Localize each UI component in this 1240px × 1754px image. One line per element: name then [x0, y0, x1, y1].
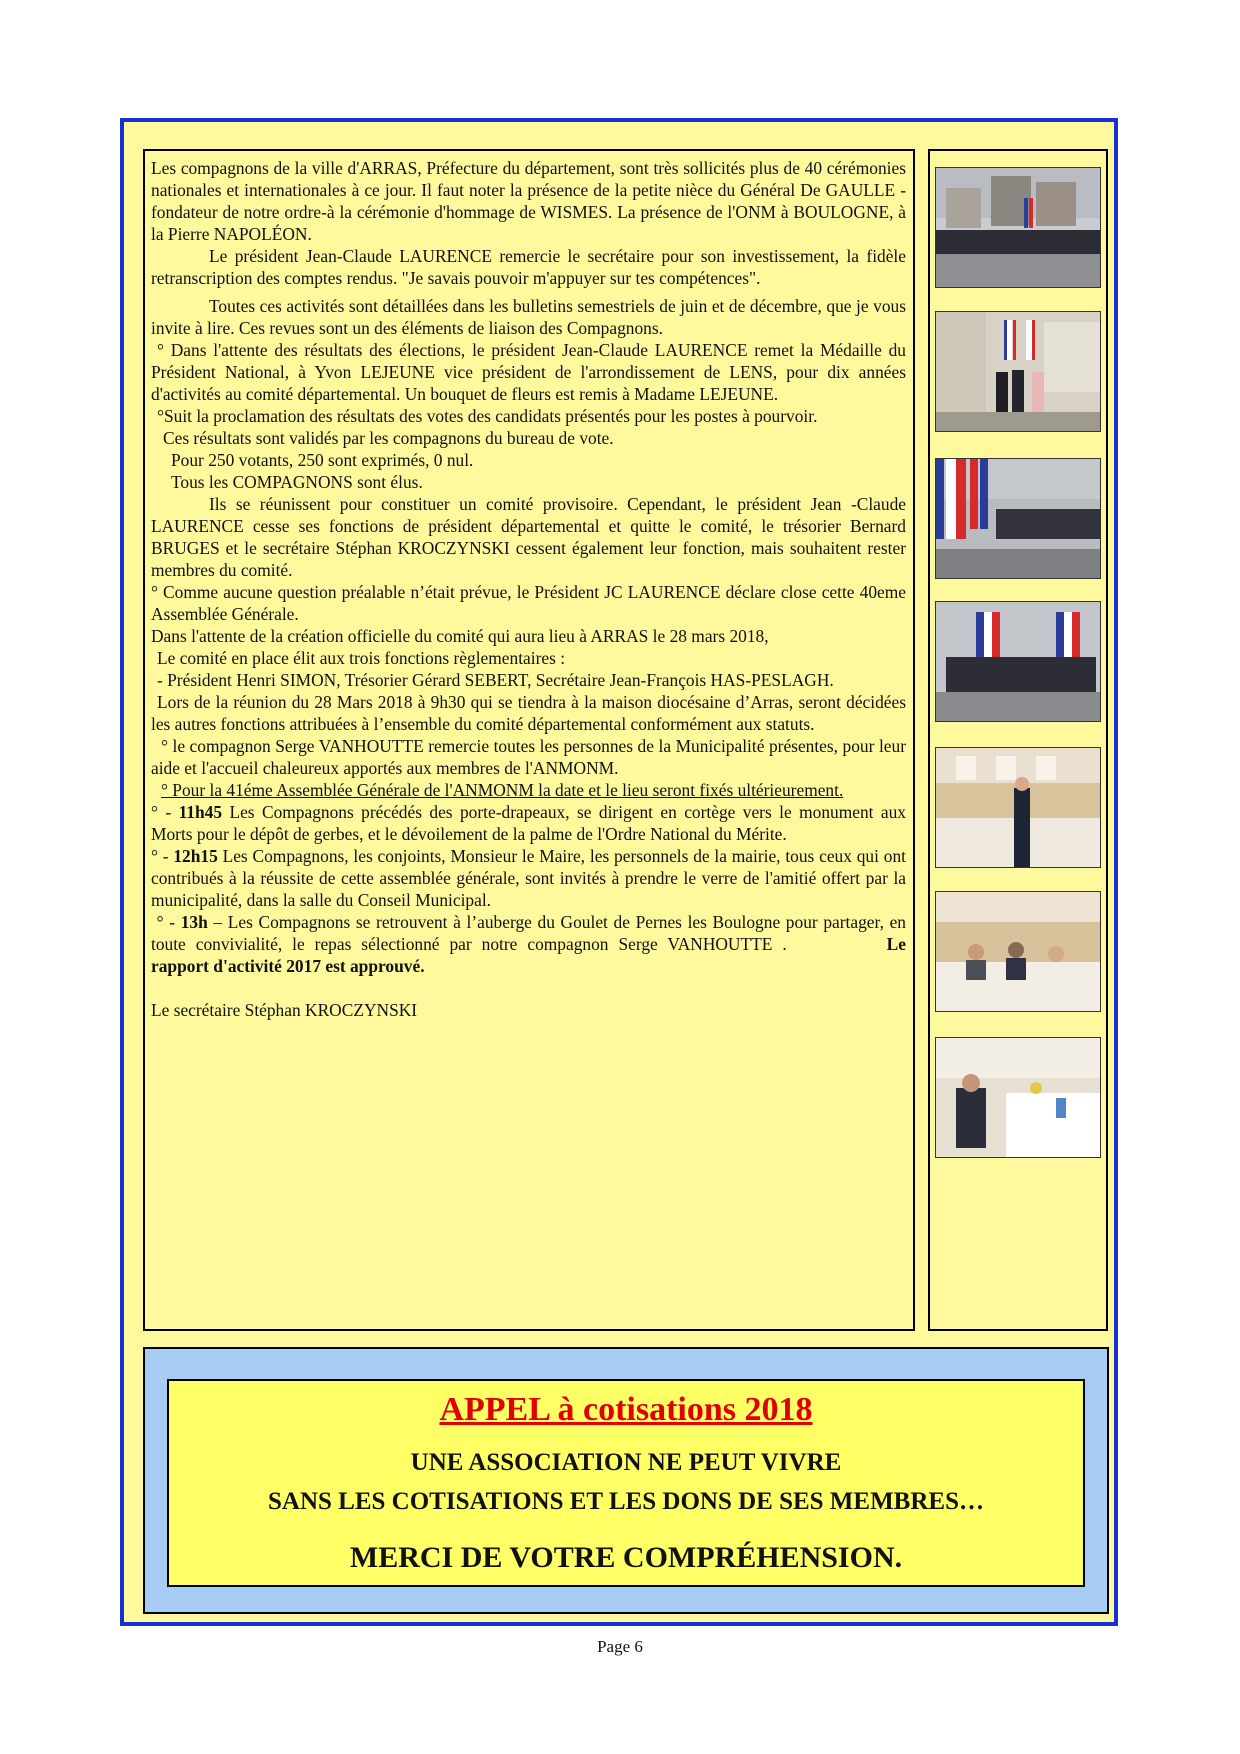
photo-column [928, 149, 1108, 1331]
paragraph-creation: Dans l'attente de la création officielle du comité qui aura lieu à ARRAS le 28 mars 2018, [151, 626, 769, 646]
monument-flags-photo [935, 311, 1101, 432]
banner-inner [167, 1379, 1085, 1587]
ceremony-crowd-photo [935, 167, 1101, 288]
paragraph-arras: Les compagnons de la ville d'ARRAS, Préfecture du département, sont très sollicités plus de 40 cérémonies nationales et internationales à ce jour. Il faut noter la présence de la petite nièce du Général De GAULLE -fondateur de notre ordre-à la cérémonie d'hommage de WISMES. La présence de l'ONM à BOULOGNE, à la Pierre NAPOLÉON. [151, 158, 906, 244]
schedule-item-1145: ° - 11h45 Les Compagnons précédés des porte-drapeaux, se dirigent en cortège vers le monument aux Morts pour le dépôt de gerbes, et le dévoilement de la palme de l'Ordre National du Mérite. [151, 802, 906, 844]
paragraph-provisional-committee: Ils se réunissent pour constituer un comité provisoire. Cependant, le président Jean -Claude LAURENCE cesse ses fonctions de président départemental et quitte le comité, le trésorier Bernard BRUGES et le secrétaire Stéphan KROCZYNSKI cessent également leur fonction, mais souhaitent rester membres du comité. [151, 494, 906, 580]
banner-line-3: MERCI DE VOTRE COMPRÉHENSION. [349, 1541, 903, 1574]
paragraph-bulletins: Toutes ces activités sont détaillées dans les bulletins semestriels de juin et de décembre, que je vous invite à lire. Ces revues sont un des éléments de liaison des Compagnons. [151, 296, 906, 338]
paragraph-results-validated: Ces résultats sont validés par les compagnons du bureau de vote. [163, 428, 614, 448]
paragraph-elected: Tous les COMPAGNONS sont élus. [171, 472, 423, 492]
approval-statement: Le rapport d'activité 2017 est approuvé. [151, 934, 906, 976]
banner-line-1: UNE ASSOCIATION NE PEUT VIVRE [410, 1449, 842, 1476]
paragraph-vanhoutte-thanks: ° le compagnon Serge VANHOUTTE remercie toutes les personnes de la Municipalité présentes, pour leur aide et l'accueil chaleureux apportés aux membres de l'ANMONM. [151, 736, 906, 778]
banquet-hall-photo [935, 747, 1101, 868]
page-number: Page 6 [597, 1637, 643, 1656]
schedule-item-1215: ° - 12h15 Les Compagnons, les conjoints, Monsieur le Maire, les personnels de la mairie, tous ceux qui ont contribués à la réussite de cette assemblée générale, sont invités à prendre le verre de l'amitié offert par la municipalité, dans la salle du Conseil Municipal. [151, 846, 906, 910]
paragraph-meeting: Lors de la réunion du 28 Mars 2018 à 9h30 qui se tiendra à la maison diocésaine d’Arras, seront décidées les autres fonctions attribuées à l’ensemble du comité départemental conformément aux statuts. [151, 692, 906, 734]
signature: Le secrétaire Stéphan KROCZYNSKI [151, 1000, 418, 1020]
paragraph-proclamation: °Suit la proclamation des résultats des votes des candidats présentés pour les postes à pourvoir. [157, 406, 818, 426]
schedule-time: 13h [180, 912, 208, 932]
banner-outer [143, 1347, 1109, 1614]
dining-guests-photo [935, 891, 1101, 1012]
flag-bearers-photo [935, 458, 1101, 579]
banner-title: APPEL à cotisations 2018 [439, 1391, 813, 1428]
paragraph-closing: ° Comme aucune question préalable n’était prévue, le Président JC LAURENCE déclare close cette 40eme Assemblée Générale. [151, 582, 906, 624]
paragraph-thanks-secretary: Le président Jean-Claude LAURENCE remercie le secrétaire pour son investissement, la fidèle retranscription des comptes rendus. "Je savais pouvoir m'appuyer sur tes compétences". [151, 246, 906, 288]
paragraph-next-assembly: ° Pour la 41éme Assemblée Générale de l'ANMONM la date et le lieu seront fixés ultérieurement. [161, 780, 844, 800]
paragraph-votes: Pour 250 votants, 250 sont exprimés, 0 nul. [171, 450, 474, 470]
paragraph-committee-elects: Le comité en place élit aux trois fonctions règlementaires : [157, 648, 566, 668]
wreath-laying-photo [935, 601, 1101, 722]
article-text-box [143, 149, 915, 1331]
schedule-item-13h: ° - 13h – Les Compagnons se retrouvent à l’auberge du Goulet de Pernes les Boulogne pour partager, en toute convivialité, le repas sélectionné par notre compagnon Serge VANHOUTTE . Le rapport d'activité 2017 est approuvé. [151, 912, 906, 976]
schedule-time: 12h15 [173, 846, 218, 866]
schedule-time: 11h45 [178, 802, 223, 822]
banquet-table-photo [935, 1037, 1101, 1158]
paragraph-functions: - Président Henri SIMON, Trésorier Gérard SEBERT, Secrétaire Jean-François HAS-PESLAGH. [157, 670, 834, 690]
paragraph-medal: ° Dans l'attente des résultats des élections, le président Jean-Claude LAURENCE remet la Médaille du Président National, à Yvon LEJEUNE vice président de l'arrondissement de LENS, pour dix années d'activités au comité départemental. Un bouquet de fleurs est remis à Madame LEJEUNE. [151, 340, 906, 404]
page-frame [120, 118, 1118, 1626]
banner-line-2: SANS LES COTISATIONS ET LES DONS DE SES MEMBRES… [268, 1488, 984, 1515]
